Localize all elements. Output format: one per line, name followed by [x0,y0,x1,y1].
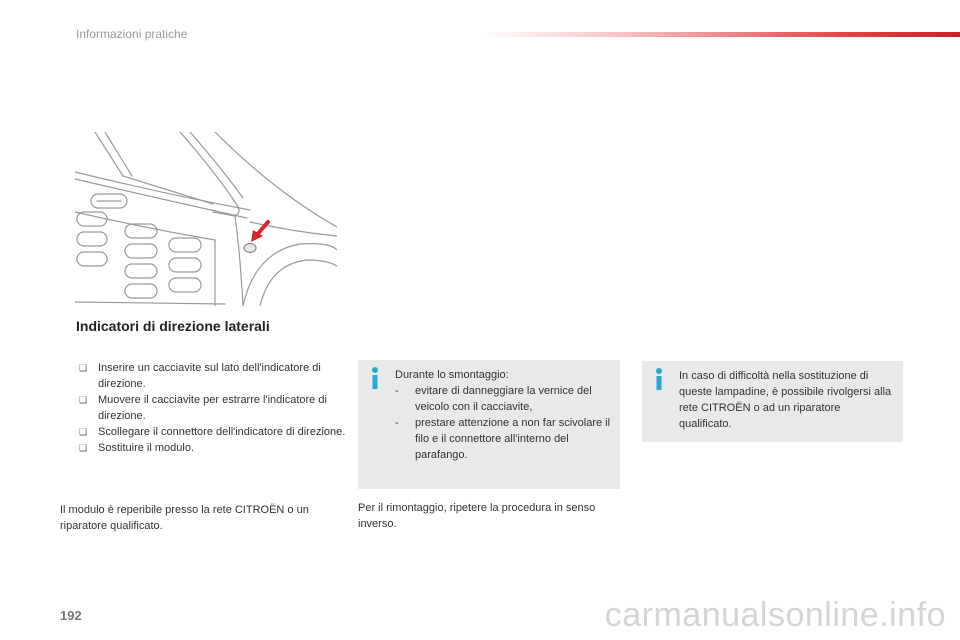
checkbox-bullet-icon: ❑ [79,443,88,453]
list-item: ❑ Scollegare il connettore dell'indicatore di direzione. [79,426,346,438]
difficulty-text: In caso di difficoltà nella sostituzione di queste lampadine, è possibile rivolgersi alla rete CITROËN o ad un riparatore qualificato. [679,370,892,430]
car-side-illustration [75,132,337,306]
header-accent-bar [480,32,960,37]
list-item: ❑ Muovere il cacciavite per estrarre l'indicatore di direzione. [79,394,327,422]
list-item: ❑ Sostituire il modulo. [79,442,194,454]
page-number: 192 [60,608,82,623]
instruction-steps [76,360,346,456]
list-item: - prestare attenzione a non far scivolare il filo e il connettore all'interno del parafango. [395,417,611,461]
red-arrow-icon [251,222,268,242]
section-header: Informazioni pratiche [76,27,188,41]
side-indicator-lamp [244,244,256,253]
checkbox-bullet-icon: ❑ [79,427,88,437]
list-item: ❑ Inserire un cacciavite sul lato dell'indicatore di direzione. [79,362,321,390]
reassembly-note: Per il rimontaggio, ripetere la procedura in senso inverso. [358,502,596,530]
watermark: carmanualsonline.info [604,596,946,634]
page-title: Indicatori di direzione laterali [76,318,270,334]
list-item: - evitare di danneggiare la vernice del veicolo con il cacciavite, [395,385,592,413]
removal-info-box [358,360,620,489]
difficulty-info-box [642,361,903,442]
checkbox-bullet-icon: ❑ [79,363,88,373]
info-icon [652,367,666,391]
removal-heading: Durante lo smontaggio: [395,369,509,381]
info-icon [368,366,382,390]
checkbox-bullet-icon: ❑ [79,395,88,405]
availability-note: Il modulo è reperibile presso la rete CITROËN o un riparatore qualificato. [60,504,309,532]
